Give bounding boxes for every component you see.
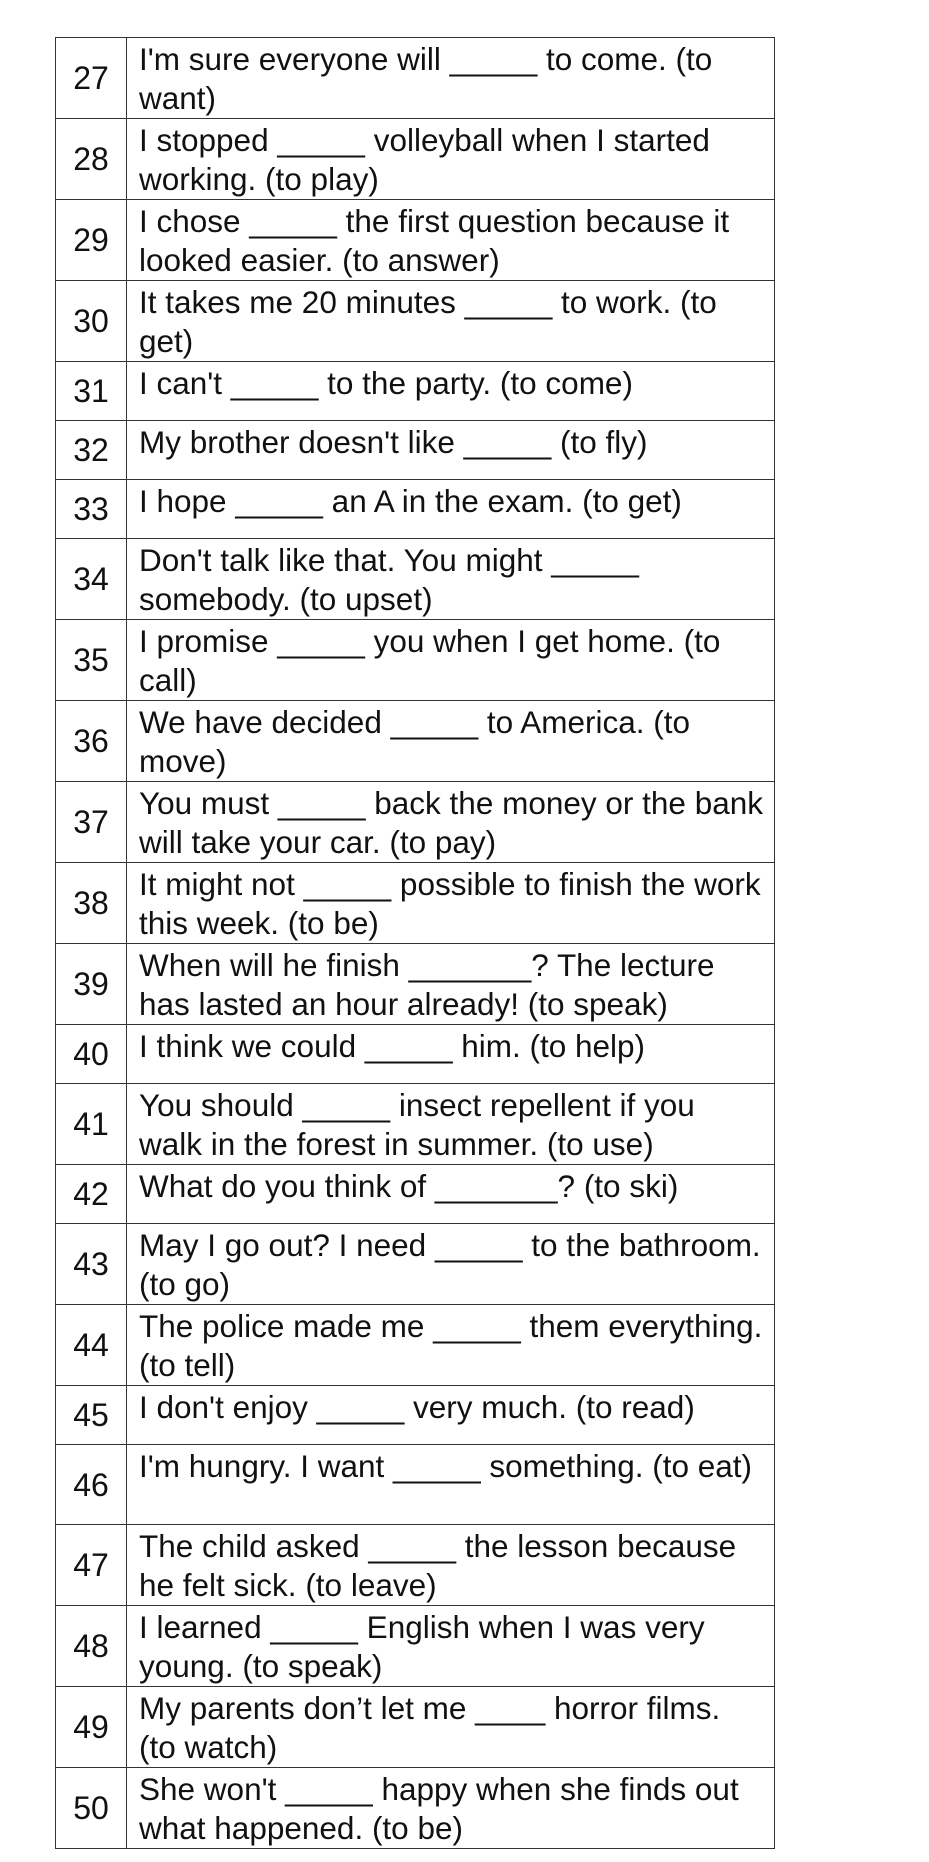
exercise-number: 40 bbox=[56, 1025, 127, 1084]
exercise-row bbox=[56, 1165, 775, 1224]
exercise-number: 34 bbox=[56, 539, 127, 620]
exercise-row bbox=[56, 281, 775, 362]
exercise-number: 44 bbox=[56, 1305, 127, 1386]
exercise-sentence: I chose _____ the first question because it looked easier. (to answer) bbox=[127, 200, 775, 281]
exercise-sentence: I stopped _____ volleyball when I started working. (to play) bbox=[127, 119, 775, 200]
exercise-sentence: We have decided _____ to America. (to move) bbox=[127, 701, 775, 782]
exercise-row bbox=[56, 1445, 775, 1525]
exercise-row bbox=[56, 782, 775, 863]
exercise-row bbox=[56, 119, 775, 200]
exercise-row bbox=[56, 1305, 775, 1386]
exercise-rows bbox=[56, 38, 775, 1849]
exercise-number: 38 bbox=[56, 863, 127, 944]
exercise-row bbox=[56, 863, 775, 944]
exercise-sentence: I think we could _____ him. (to help) bbox=[127, 1025, 775, 1084]
exercise-sentence: Don't talk like that. You might _____ somebody. (to upset) bbox=[127, 539, 775, 620]
exercise-row bbox=[56, 38, 775, 119]
exercise-number: 45 bbox=[56, 1386, 127, 1445]
exercise-sentence: What do you think of _______? (to ski) bbox=[127, 1165, 775, 1224]
exercise-sentence: You should _____ insect repellent if you walk in the forest in summer. (to use) bbox=[127, 1084, 775, 1165]
exercise-sentence: The child asked _____ the lesson because he felt sick. (to leave) bbox=[127, 1525, 775, 1606]
exercise-number: 32 bbox=[56, 421, 127, 480]
exercise-number: 35 bbox=[56, 620, 127, 701]
exercise-number: 41 bbox=[56, 1084, 127, 1165]
exercise-number: 43 bbox=[56, 1224, 127, 1305]
exercise-sentence: You must _____ back the money or the bank will take your car. (to pay) bbox=[127, 782, 775, 863]
exercise-row bbox=[56, 1768, 775, 1849]
exercise-row bbox=[56, 539, 775, 620]
exercise-sentence: I hope _____ an A in the exam. (to get) bbox=[127, 480, 775, 539]
exercise-sentence: My parents don’t let me ____ horror films. (to watch) bbox=[127, 1687, 775, 1768]
exercise-row bbox=[56, 1687, 775, 1768]
exercise-number: 49 bbox=[56, 1687, 127, 1768]
exercise-row bbox=[56, 620, 775, 701]
exercise-number: 42 bbox=[56, 1165, 127, 1224]
exercise-number: 37 bbox=[56, 782, 127, 863]
exercise-number: 48 bbox=[56, 1606, 127, 1687]
exercise-number: 30 bbox=[56, 281, 127, 362]
exercise-row bbox=[56, 1525, 775, 1606]
exercise-row bbox=[56, 701, 775, 782]
exercise-number: 28 bbox=[56, 119, 127, 200]
exercise-number: 36 bbox=[56, 701, 127, 782]
exercise-row bbox=[56, 421, 775, 480]
exercise-number: 27 bbox=[56, 38, 127, 119]
exercise-row bbox=[56, 1386, 775, 1445]
exercise-sentence: I don't enjoy _____ very much. (to read) bbox=[127, 1386, 775, 1445]
exercise-row bbox=[56, 1224, 775, 1305]
exercise-row bbox=[56, 1025, 775, 1084]
exercise-number: 29 bbox=[56, 200, 127, 281]
exercise-table bbox=[55, 37, 775, 1849]
exercise-number: 39 bbox=[56, 944, 127, 1025]
exercise-row bbox=[56, 200, 775, 281]
exercise-row bbox=[56, 1084, 775, 1165]
exercise-number: 47 bbox=[56, 1525, 127, 1606]
exercise-row bbox=[56, 1606, 775, 1687]
exercise-sentence: I'm hungry. I want _____ something. (to eat) bbox=[127, 1445, 775, 1525]
exercise-sentence: I learned _____ English when I was very young. (to speak) bbox=[127, 1606, 775, 1687]
exercise-sentence: It might not _____ possible to finish the work this week. (to be) bbox=[127, 863, 775, 944]
exercise-sentence: It takes me 20 minutes _____ to work. (to get) bbox=[127, 281, 775, 362]
exercise-sentence: She won't _____ happy when she finds out what happened. (to be) bbox=[127, 1768, 775, 1849]
exercise-sentence: The police made me _____ them everything. (to tell) bbox=[127, 1305, 775, 1386]
exercise-sentence: May I go out? I need _____ to the bathroom. (to go) bbox=[127, 1224, 775, 1305]
exercise-sentence: I can't _____ to the party. (to come) bbox=[127, 362, 775, 421]
exercise-row bbox=[56, 944, 775, 1025]
exercise-sentence: My brother doesn't like _____ (to fly) bbox=[127, 421, 775, 480]
exercise-row bbox=[56, 362, 775, 421]
exercise-number: 33 bbox=[56, 480, 127, 539]
exercise-row bbox=[56, 480, 775, 539]
exercise-number: 50 bbox=[56, 1768, 127, 1849]
exercise-number: 46 bbox=[56, 1445, 127, 1525]
exercise-sentence: I'm sure everyone will _____ to come. (to want) bbox=[127, 38, 775, 119]
exercise-sentence: When will he finish _______? The lecture has lasted an hour already! (to speak) bbox=[127, 944, 775, 1025]
exercise-sentence: I promise _____ you when I get home. (to call) bbox=[127, 620, 775, 701]
exercise-number: 31 bbox=[56, 362, 127, 421]
